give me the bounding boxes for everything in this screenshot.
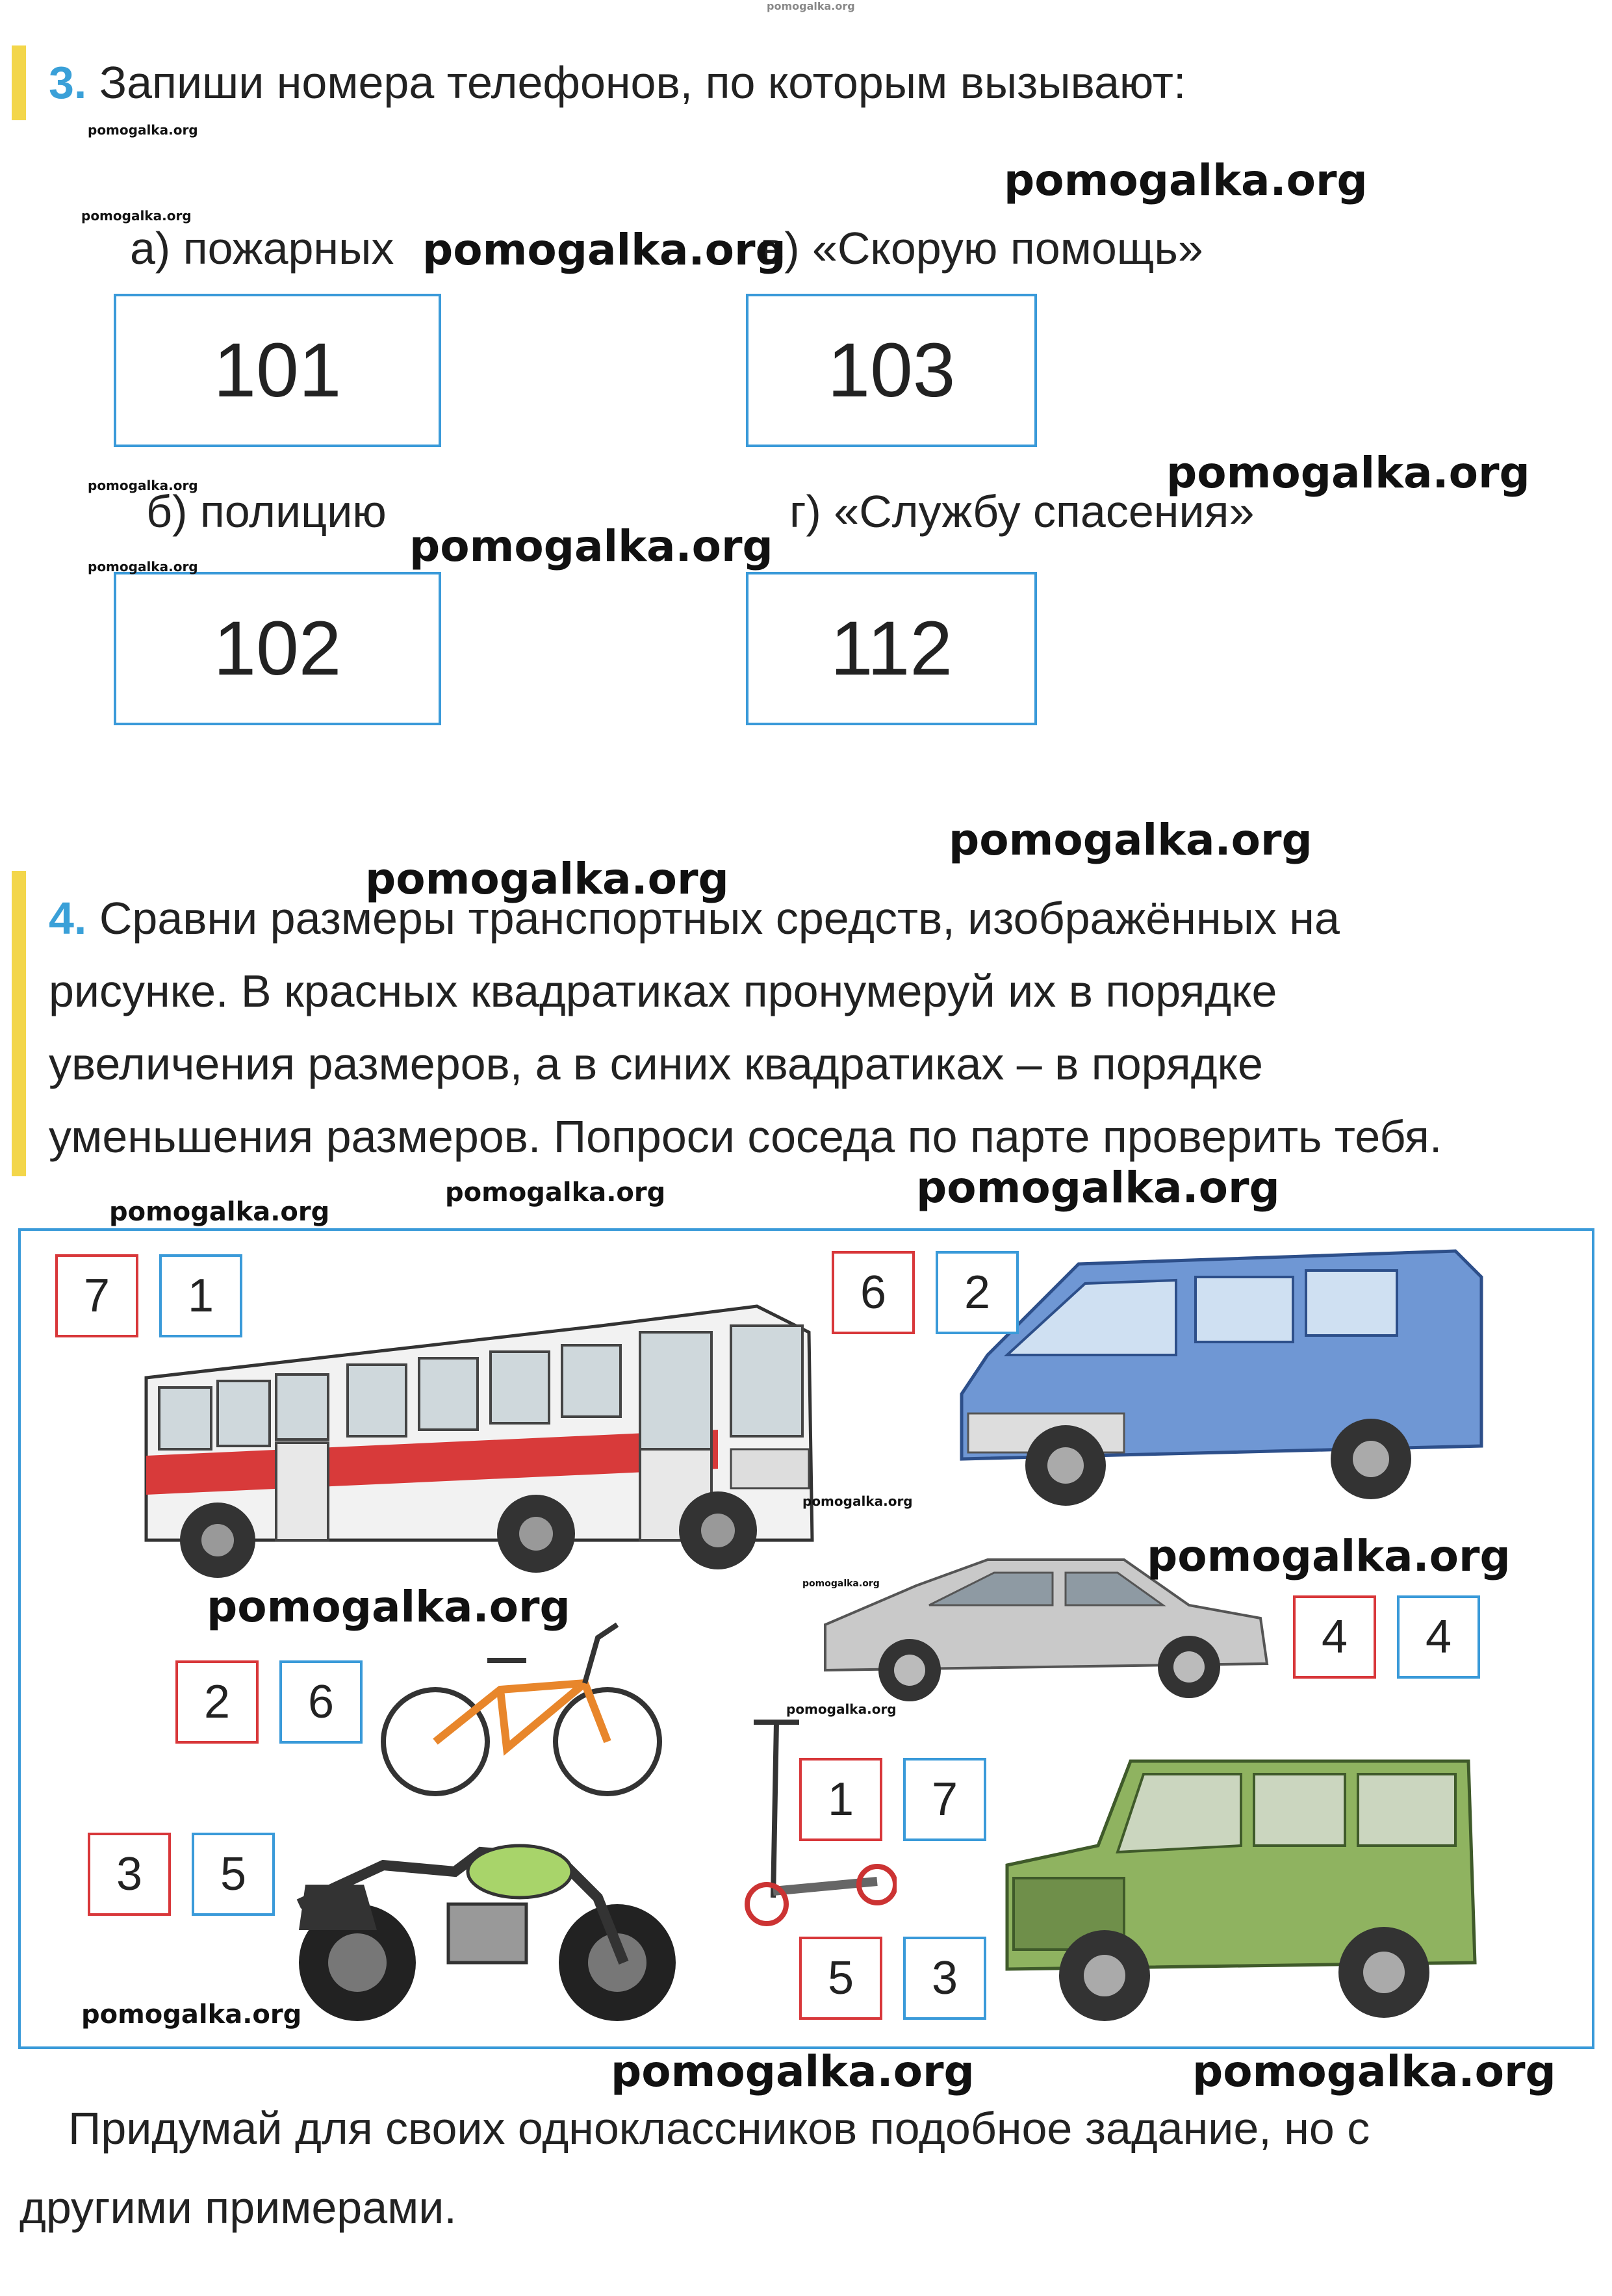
watermark: pomogalka.org	[207, 1582, 570, 1632]
watermark: pomogalka.org	[88, 478, 198, 493]
task3-bar	[12, 45, 26, 120]
label-fire: а) пожарных	[130, 223, 394, 274]
task3-number: 3.	[49, 57, 87, 108]
task4-line-4: уменьшения размеров. Попроси соседа по парте проверить тебя.	[49, 1111, 1442, 1162]
car-blue-square[interactable]: 4	[1397, 1595, 1480, 1679]
watermark: pomogalka.org	[1147, 1531, 1511, 1581]
footer-line-1: Придумай для своих одноклассников подобное задание, но с	[68, 2103, 1370, 2154]
suv-blue-square[interactable]: 3	[903, 1937, 986, 2020]
bicycle-red-square[interactable]: 2	[175, 1660, 259, 1744]
bicycle-blue-square[interactable]: 6	[279, 1660, 363, 1744]
minibus-red-square[interactable]: 6	[832, 1251, 915, 1334]
watermark: pomogalka.org	[88, 122, 198, 138]
answer-box-police: 102	[114, 572, 441, 725]
minibus-illustration	[949, 1238, 1494, 1530]
task4-bar	[12, 871, 26, 1176]
watermark: pomogalka.org	[81, 208, 192, 224]
motorcycle-red-square[interactable]: 3	[88, 1833, 171, 1916]
task4-text-1: Сравни размеры транспортных средств, изображённых на	[99, 893, 1340, 944]
label-police: б) полицию	[146, 486, 387, 537]
scooter-red-square[interactable]: 1	[799, 1758, 882, 1841]
watermark: pomogalka.org	[802, 1579, 880, 1589]
task4-number: 4.	[49, 893, 87, 944]
motorcycle-illustration	[286, 1807, 689, 2028]
task3-text: Запиши номера телефонов, по которым вызывают:	[99, 57, 1186, 108]
answer-box-ambulance: 103	[746, 294, 1037, 447]
watermark: pomogalka.org	[445, 1178, 666, 1207]
watermark: pomogalka.org	[949, 815, 1312, 865]
task4-line-2: рисунке. В красных квадратиках пронумеруй их в порядке	[49, 966, 1277, 1016]
label-ambulance: в) «Скорую помощь»	[760, 223, 1203, 274]
motorcycle-blue-square[interactable]: 5	[192, 1833, 275, 1916]
car-red-square[interactable]: 4	[1293, 1595, 1376, 1679]
watermark: pomogalka.org	[611, 2046, 975, 2096]
watermark: pomogalka.org	[409, 521, 773, 571]
watermark: pomogalka.org	[109, 1197, 330, 1227]
top-watermark: pomogalka.org	[767, 0, 855, 12]
answer-box-rescue: 112	[746, 572, 1037, 725]
watermark: pomogalka.org	[916, 1163, 1280, 1213]
task4-line-3: увеличения размеров, а в синих квадратиках – в порядке	[49, 1038, 1263, 1089]
minibus-blue-square[interactable]: 2	[936, 1251, 1019, 1334]
answer-box-fire: 101	[114, 294, 441, 447]
watermark: pomogalka.org	[88, 559, 198, 574]
watermark: pomogalka.org	[786, 1701, 897, 1717]
watermark: pomogalka.org	[1192, 2046, 1556, 2096]
bus-blue-square[interactable]: 1	[159, 1254, 242, 1337]
task3-heading	[49, 57, 1186, 108]
bus-red-square[interactable]: 7	[55, 1254, 138, 1337]
watermark: pomogalka.org	[1166, 448, 1530, 498]
footer-line-2: другими примерами.	[19, 2182, 457, 2233]
suv-red-square[interactable]: 5	[799, 1937, 882, 2020]
scooter-blue-square[interactable]: 7	[903, 1758, 986, 1841]
watermark: pomogalka.org	[81, 2000, 302, 2030]
suv-illustration	[994, 1748, 1488, 2028]
watermark: pomogalka.org	[365, 854, 729, 904]
watermark: pomogalka.org	[1004, 155, 1368, 205]
label-rescue: г) «Службу спасения»	[789, 486, 1255, 537]
watermark: pomogalka.org	[802, 1493, 913, 1509]
watermark: pomogalka.org	[422, 225, 786, 275]
